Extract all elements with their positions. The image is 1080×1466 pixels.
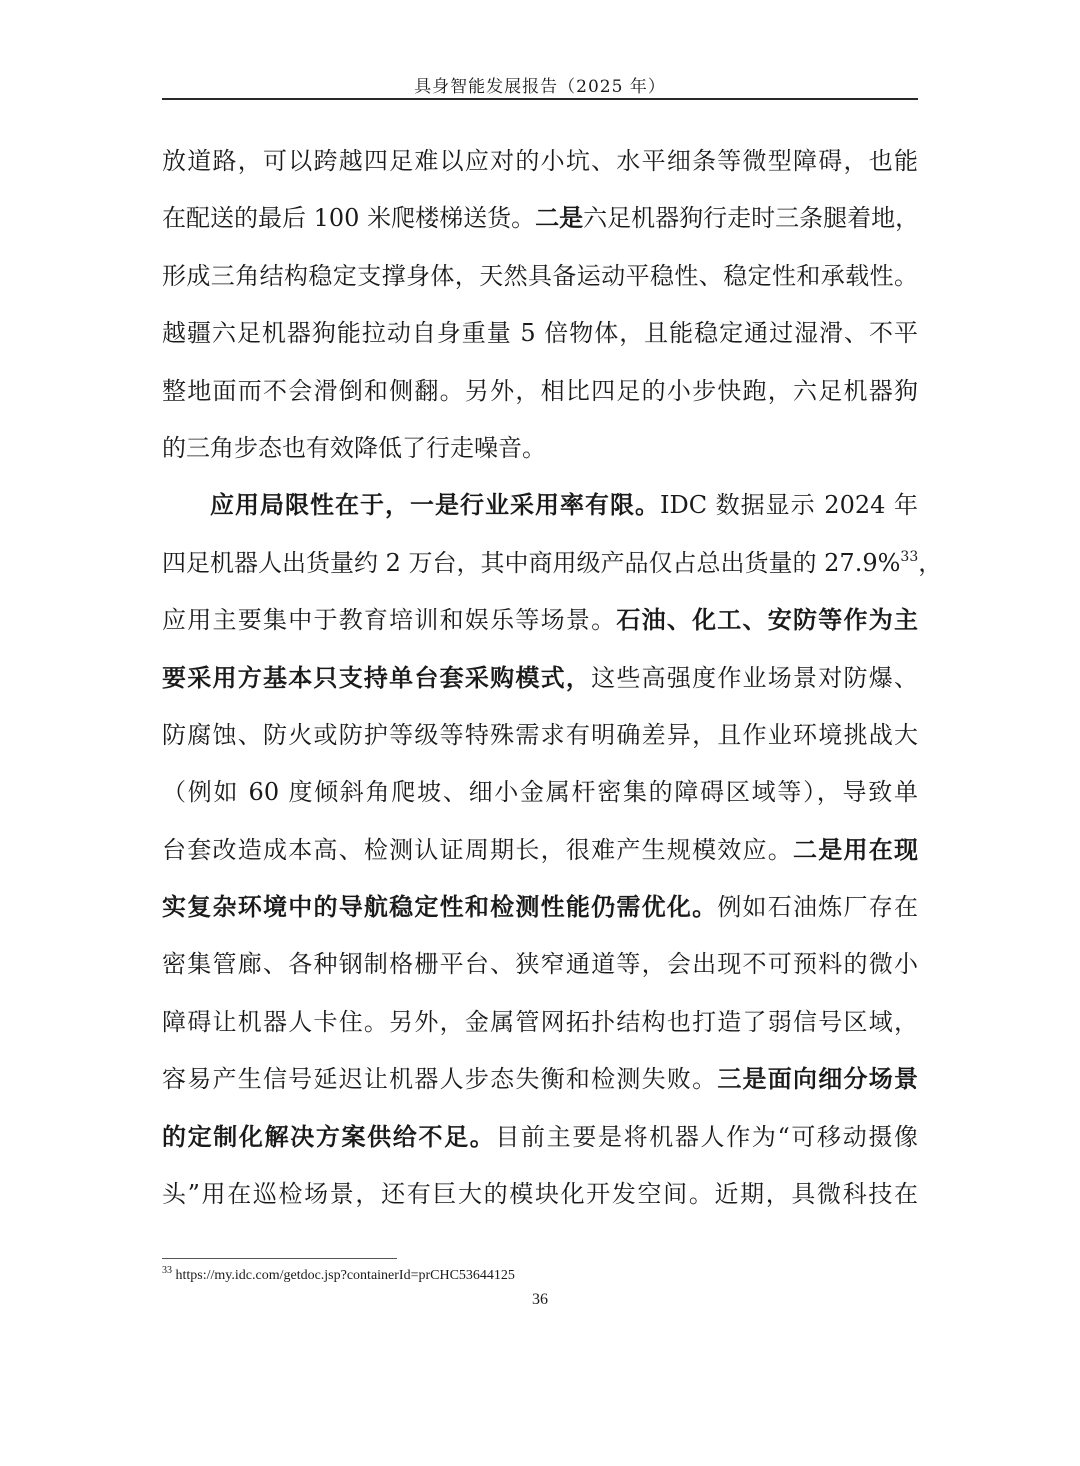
bold-text-segment: 应用局限性在于，一是行业采用率有限。 xyxy=(210,491,660,520)
bold-text-segment: 二是用在现 xyxy=(793,835,919,864)
text-segment: 四足机器人出货量约 2 万台，其中商用级产品仅占总出货量的 27.9% xyxy=(162,548,901,577)
text-line xyxy=(162,253,918,310)
text-line xyxy=(162,540,943,597)
text-line xyxy=(162,941,918,998)
bold-text-segment: 的定制化解决方案供给不足。 xyxy=(162,1122,496,1151)
bold-text-segment: 三是面向细分场景 xyxy=(717,1065,919,1094)
text-segment: 整地面而不会滑倒和侧翻。另外，相比四足的小步快跑，六足机器狗 xyxy=(162,376,918,405)
text-line xyxy=(162,655,918,712)
text-line xyxy=(162,999,918,1056)
page-number: 36 xyxy=(532,1291,548,1308)
text-line xyxy=(162,884,918,941)
text-segment: 障碍让机器人卡住。另外，金属管网拓扑结构也打造了弱信号区域， xyxy=(162,1007,918,1036)
bold-text-segment: 要采用方基本只支持单台套采购模式， xyxy=(162,663,592,692)
text-segment: 防腐蚀、防火或防护等级等特殊需求有明确差异，且作业环境挑战大 xyxy=(162,720,918,749)
text-segment: 六足机器狗行走时三条腿着地， xyxy=(583,204,920,233)
text-line xyxy=(162,1114,918,1171)
text-line xyxy=(162,138,918,195)
text-line xyxy=(162,1056,918,1113)
text-segment: 台套改造成本高、检测认证周期长，很难产生规模效应。 xyxy=(162,835,794,864)
text-segment: 的三角步态也有效降低了行走噪音。 xyxy=(162,433,546,462)
text-line xyxy=(162,827,918,884)
text-line xyxy=(162,310,918,367)
footnote-divider xyxy=(162,1258,397,1259)
footnote xyxy=(162,1266,515,1286)
running-header-title: 具身智能发展报告（2025 年） xyxy=(414,77,666,97)
text-line xyxy=(162,368,918,425)
bold-text-segment: 实复杂环境中的导航稳定性和检测性能仍需优化。 xyxy=(162,893,718,922)
text-segment: 容易产生信号延迟让机器人步态失衡和检测失败。 xyxy=(162,1065,718,1094)
text-segment: 放道路，可以跨越四足难以应对的小坑、水平细条等微型障碍，也能 xyxy=(162,147,918,175)
text-segment: 密集管廊、各种钢制格栅平台、狭窄通道等，会出现不可预料的微小 xyxy=(162,950,918,979)
footnote-reference[interactable]: 33 xyxy=(900,548,919,565)
text-line xyxy=(162,425,918,482)
bold-text-segment: 石油、化工、安防等作为主 xyxy=(616,606,918,635)
text-segment: ， xyxy=(918,548,943,577)
text-segment: 目前主要是将机器人作为“可移动摄像 xyxy=(495,1122,918,1151)
text-line xyxy=(162,597,918,654)
text-line xyxy=(162,482,918,539)
text-segment: IDC 数据显示 2024 年 xyxy=(659,491,919,520)
text-segment: 这些高强度作业场景对防爆、 xyxy=(591,663,919,692)
text-segment: 越疆六足机器狗能拉动自身重量 5 倍物体，且能稳定通过湿滑、不平 xyxy=(162,319,918,348)
text-line xyxy=(162,195,918,252)
text-line xyxy=(162,1171,918,1228)
header-divider xyxy=(162,98,918,100)
text-segment: 应用主要集中于教育培训和娱乐等场景。 xyxy=(162,606,617,635)
text-segment: 在配送的最后 100 米爬楼梯送货。 xyxy=(162,204,536,233)
footnote-link[interactable]: https://my.idc.com/getdoc.jsp?containerId=prCHC53644125 xyxy=(175,1268,515,1283)
footnote-number: 33 xyxy=(162,1265,172,1276)
text-segment: 例如石油炼厂存在 xyxy=(717,893,919,922)
text-segment: 形成三角结构稳定支撑身体，天然具备运动平稳性、稳定性和承载性。 xyxy=(162,261,918,290)
text-segment: （例如 60 度倾斜角爬坡、细小金属杆密集的障碍区域等），导致单 xyxy=(162,778,918,807)
bold-text-segment: 二是 xyxy=(535,204,584,233)
text-segment: 头”用在巡检场景，还有巨大的模块化开发空间。近期，具微科技在 xyxy=(162,1180,918,1209)
text-line xyxy=(162,712,918,769)
body-text xyxy=(162,138,943,1228)
text-line xyxy=(162,769,918,826)
